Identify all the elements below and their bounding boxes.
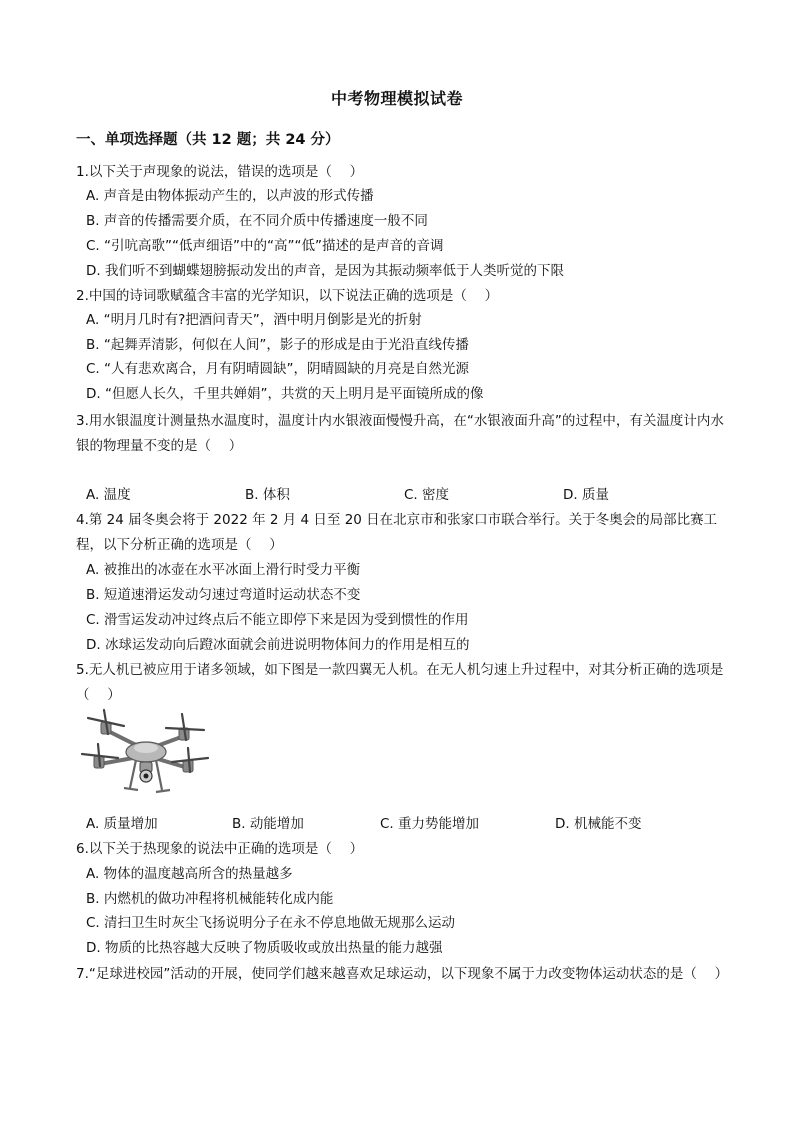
quadcopter-drone-image [80,706,212,804]
question-5-option-c: C. 重力势能增加 [380,816,480,832]
question-5-option-b: B. 动能增加 [232,816,304,832]
question-1-option-b: B. 声音的传播需要介质，在不同介质中传播速度一般不同 [86,213,428,229]
question-6-option-c: C. 清扫卫生时灰尘飞扬说明分子在永不停息地做无规那么运动 [86,915,456,931]
question-1-option-a: A. 声音是由物体振动产生的，以声波的形式传播 [86,188,374,204]
question-4-option-c: C. 滑雪运发动冲过终点后不能立即停下来是因为受到惯性的作用 [86,612,469,628]
question-1-option-d: D. 我们听不到蝴蝶翅膀振动发出的声音，是因为其振动频率低于人类听觉的下限 [86,263,564,279]
question-7-stem: 7.“足球进校园”活动的开展，使同学们越来越喜欢足球运动，以下现象不属于力改变物体运动状态的是（ ） [76,966,729,982]
question-1-option-c: C. “引吭高歌”“低声细语”中的“高”“低”描述的是声音的音调 [86,238,444,254]
question-2-option-c: C. “人有悲欢离合，月有阴晴圆缺”，阴晴圆缺的月亮是自然光源 [86,361,469,377]
question-2-option-b: B. “起舞弄清影，何似在人间”，影子的形成是由于光沿直线传播 [86,337,469,353]
question-2-stem: 2.中国的诗词歌赋蕴含丰富的光学知识，以下说法正确的选项是（ ） [76,288,499,304]
question-6-option-b: B. 内燃机的做功冲程将机械能转化成内能 [86,891,334,907]
question-2-option-d: D. “但愿人长久，千里共婵娟”，共赏的天上明月是平面镜所成的像 [86,386,484,402]
question-2-option-a: A. “明月几时有?把酒问青天”，酒中明月倒影是光的折射 [86,312,422,328]
question-3-option-b: B. 体积 [245,487,290,503]
page-title: 中考物理模拟试卷 [330,89,463,108]
question-3-stem: 3.用水银温度计测量热水温度时，温度计内水银液面慢慢升高，在“水银液面升高”的过程中，有关温度计内水银的物理量不变的是（ ） [76,413,724,454]
question-4-option-a: A. 被推出的冰壶在水平冰面上滑行时受力平衡 [86,562,361,578]
question-4-option-b: B. 短道速滑运发动匀速过弯道时运动状态不变 [86,587,361,603]
question-6-option-d: D. 物质的比热容越大反映了物质吸收或放出热量的能力越强 [86,940,443,956]
question-5-stem: 5.无人机已被应用于诸多领域，如下图是一款四翼无人机。在无人机匀速上升过程中，对其分析正确的选项是（ ） [76,662,724,703]
question-3-option-d: D. 质量 [563,487,609,503]
question-4-option-d: D. 冰球运发动向后蹬冰面就会前进说明物体间力的作用是相互的 [86,637,470,653]
question-4-stem: 4.第 24 届冬奥会将于 2022 年 2 月 4 日至 20 日在北京市和张家口市联合举行。关于冬奥会的局部比赛工程，以下分析正确的选项是（ ） [76,512,718,553]
question-6-stem: 6.以下关于热现象的说法中正确的选项是（ ） [76,841,364,857]
question-3-option-c: C. 密度 [404,487,450,503]
question-6-option-a: A. 物体的温度越高所含的热量越多 [86,866,293,882]
question-5-option-a: A. 质量增加 [86,816,158,832]
question-5-option-d: D. 机械能不变 [555,816,642,832]
section-heading: 一、单项选择题（共 12 题；共 24 分） [76,132,340,148]
question-3-option-a: A. 温度 [86,487,131,503]
question-1-stem: 1.以下关于声现象的说法，错误的选项是（ ） [76,164,364,180]
